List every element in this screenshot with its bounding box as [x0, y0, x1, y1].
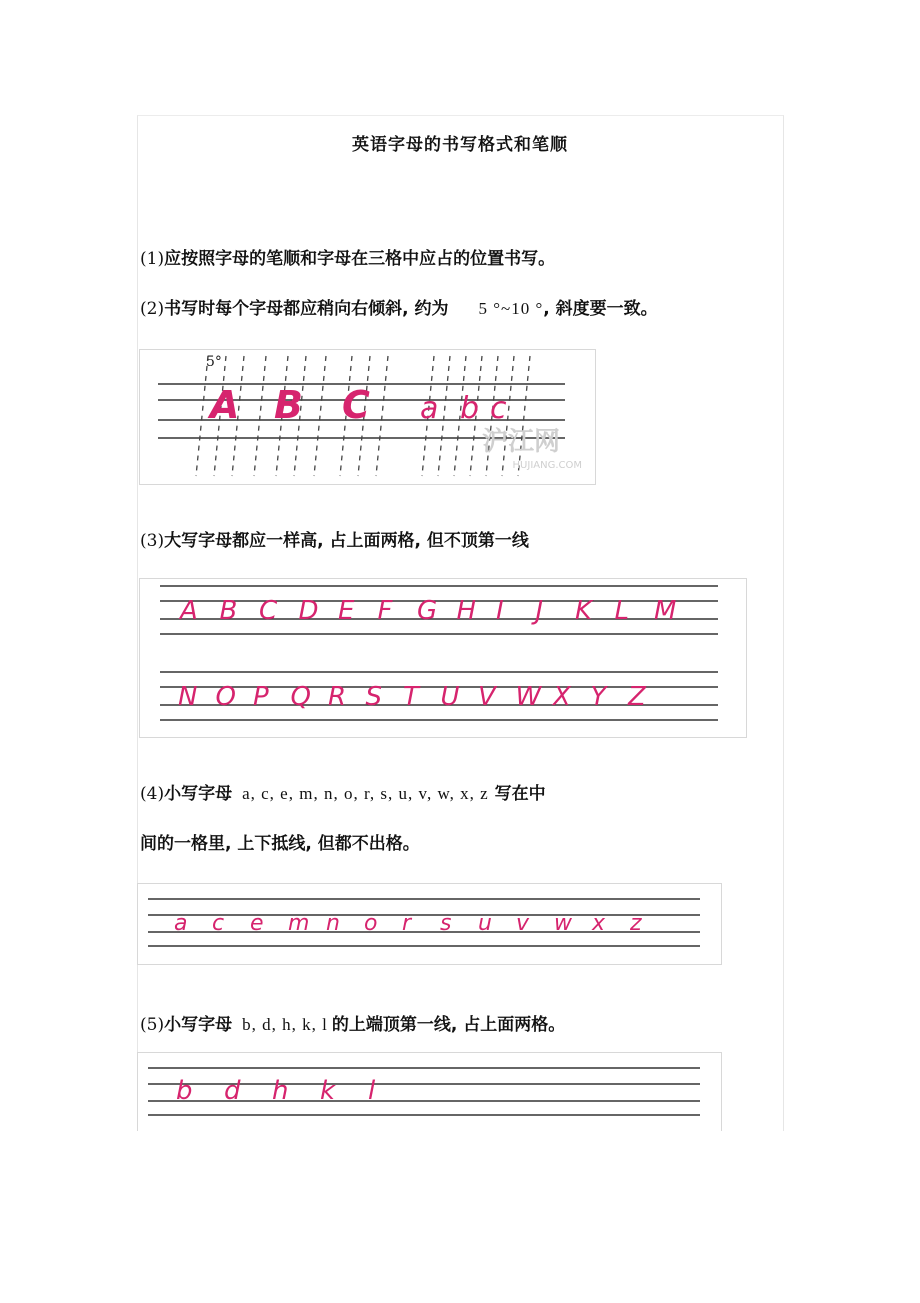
- uppercase-letter: C: [259, 596, 278, 626]
- lowercase-letter: b: [176, 1076, 193, 1106]
- rule-tail: 写在中: [494, 784, 546, 804]
- rule-3: [140, 526, 529, 551]
- rule-5: [140, 1010, 565, 1035]
- slant-guide-line: [196, 356, 208, 476]
- letter-list: b, d, h, k, l: [242, 1015, 328, 1034]
- slant-guide-line: [314, 356, 326, 476]
- uppercase-letter: G: [417, 596, 438, 626]
- rule-number: (4): [140, 784, 165, 804]
- rule-text: 应按照字母的笔顺和字母在三格中应占的位置书写。: [164, 249, 556, 269]
- uppercase-letter: U: [440, 682, 460, 712]
- uppercase-letter: Q: [290, 682, 311, 712]
- lowercase-letter: e: [250, 911, 264, 936]
- uppercase-letter: I: [496, 596, 504, 626]
- lowercase-letter: h: [272, 1076, 289, 1106]
- uppercase-letter: B: [219, 596, 238, 626]
- lowercase-letter: z: [630, 911, 642, 936]
- lowercase-letter: k: [320, 1076, 336, 1106]
- lowercase-letter: r: [402, 911, 412, 936]
- uppercase-letter: N: [178, 682, 198, 712]
- slant-angle-value: 5 °~10 °: [478, 299, 544, 318]
- uppercase-letter: D: [298, 596, 319, 626]
- middle-letters-figure: [137, 883, 722, 965]
- uppercase-letter: T: [403, 682, 419, 712]
- rule-number: (2): [140, 299, 165, 319]
- lowercase-letter: o: [364, 911, 378, 936]
- angle-label: 5°: [206, 354, 222, 370]
- slant-guide-line: [438, 356, 450, 476]
- slant-guide-line: [518, 356, 530, 476]
- lowercase-letter: a: [174, 911, 188, 936]
- uppercase-letter: Z: [628, 682, 646, 712]
- rule-text: 间的一格里, 上下抵线, 但都不出格。: [140, 834, 420, 854]
- uppercase-letter: X: [553, 682, 571, 712]
- slant-letter: B: [274, 383, 303, 427]
- uppercase-figure: [139, 578, 747, 738]
- uppercase-letter: A: [180, 596, 198, 626]
- uppercase-letter: H: [456, 596, 477, 626]
- ascender-letters-figure: [137, 1052, 722, 1131]
- rule-number: (3): [140, 531, 165, 551]
- uppercase-letter: O: [215, 682, 236, 712]
- rule-4: [140, 779, 546, 804]
- lowercase-letter: l: [368, 1076, 376, 1106]
- lowercase-letter: m: [288, 911, 310, 936]
- lowercase-letter: u: [478, 911, 492, 936]
- lowercase-letter: d: [224, 1076, 241, 1106]
- uppercase-letter: K: [575, 596, 593, 626]
- slant-figure: [139, 349, 596, 485]
- rule-text: 小写字母: [164, 1015, 233, 1035]
- lowercase-letter: x: [592, 911, 606, 936]
- slant-guide-line: [254, 356, 266, 476]
- page-title: 英语字母的书写格式和笔顺: [352, 135, 568, 155]
- slant-letter: a: [420, 391, 439, 426]
- rule-tail: 的上端顶第一线, 占上面两格。: [331, 1015, 566, 1035]
- slant-letter: A: [210, 383, 240, 427]
- rule-number: (1): [140, 249, 165, 269]
- rule-2: [140, 294, 658, 319]
- watermark: 沪江网: [481, 427, 560, 457]
- lowercase-letter: s: [440, 911, 452, 936]
- rule-text: 大写字母都应一样高, 占上面两格, 但不顶第一线: [164, 531, 529, 551]
- uppercase-letter: P: [253, 682, 269, 712]
- rule-tail: , 斜度要一致。: [543, 299, 658, 319]
- lowercase-letter: w: [554, 911, 572, 936]
- uppercase-letter: J: [535, 596, 544, 626]
- lowercase-letter: c: [212, 911, 225, 936]
- rule-number: (5): [140, 1015, 165, 1035]
- slant-letter: b: [460, 391, 480, 426]
- lowercase-letter: n: [326, 911, 340, 936]
- slant-letter: C: [342, 383, 370, 427]
- rule-text: 书写时每个字母都应稍向右倾斜, 约为: [164, 299, 449, 319]
- watermark-url: HUJIANG.COM: [512, 460, 582, 471]
- rule-text: 小写字母: [164, 784, 233, 804]
- uppercase-letter: E: [338, 596, 355, 626]
- lowercase-letter: v: [516, 911, 530, 936]
- slant-letter: c: [490, 391, 507, 426]
- slant-guide-line: [376, 356, 388, 476]
- letter-list: a, c, e, m, n, o, r, s, u, v, w, x, z: [242, 784, 489, 803]
- uppercase-letter: Y: [590, 682, 607, 712]
- uppercase-letter: W: [515, 682, 542, 712]
- uppercase-letter: S: [365, 682, 383, 712]
- rule-4-line2: [140, 829, 420, 854]
- uppercase-letter: L: [614, 596, 629, 626]
- rule-1: [140, 244, 555, 269]
- uppercase-letter: M: [654, 596, 677, 626]
- uppercase-letter: F: [377, 596, 393, 626]
- uppercase-letter: R: [328, 682, 347, 712]
- uppercase-letter: V: [478, 682, 496, 712]
